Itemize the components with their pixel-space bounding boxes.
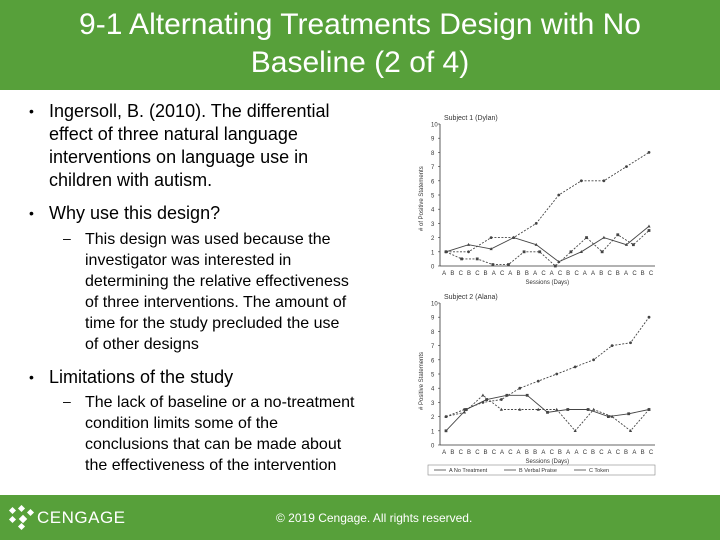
x-tick-label: C	[541, 271, 546, 277]
x-tick-label: B	[640, 271, 645, 277]
x-tick-label: C	[582, 450, 588, 456]
x-tick-label: A	[549, 271, 554, 277]
data-point	[467, 243, 470, 246]
bullet-line: time for the study precluded the use	[85, 315, 340, 332]
x-tick-label: A	[541, 450, 546, 456]
data-point	[607, 415, 610, 418]
bullet-line: of three interventions. The amount of	[85, 294, 347, 311]
title-line-2: Baseline (2 of 4)	[250, 46, 470, 79]
sub-bullet-why-answer	[85, 229, 349, 355]
data-point	[587, 408, 590, 411]
bullet-line: Limitations of the study	[49, 367, 234, 387]
x-tick-label: A	[566, 450, 571, 456]
data-point	[526, 394, 529, 397]
bullet-dot: •	[29, 205, 34, 221]
x-tick-label: B	[516, 271, 521, 277]
data-point	[648, 151, 651, 154]
bullet-line: interventions on language use in	[49, 147, 309, 167]
y-axis-label: # of Positive Statements	[419, 166, 425, 231]
x-tick-label: A	[442, 271, 447, 277]
x-tick-label: C	[491, 450, 497, 456]
data-point	[460, 258, 463, 261]
x-tick-label: B	[640, 450, 645, 456]
data-point	[557, 194, 560, 197]
data-point	[601, 250, 604, 253]
y-tick-label: 7	[431, 344, 435, 351]
x-axis-label: Sessions (Days)	[525, 280, 570, 286]
data-point	[490, 236, 493, 239]
x-tick-label: C	[549, 450, 554, 456]
data-point	[535, 222, 538, 225]
bullet-list	[0, 0, 400, 480]
x-tick-label: C	[648, 450, 654, 456]
data-point	[481, 394, 484, 397]
data-point	[491, 263, 494, 266]
data-point	[592, 408, 595, 411]
data-point	[555, 408, 558, 411]
data-point	[647, 224, 650, 227]
series-line	[446, 226, 649, 262]
data-point	[648, 229, 651, 232]
chart-title: Subject 2 (Alana)	[444, 294, 498, 301]
data-point	[566, 408, 569, 411]
data-point	[507, 263, 510, 266]
footer-bar	[0, 495, 720, 540]
series-line	[446, 317, 649, 416]
data-point	[445, 429, 448, 432]
data-point	[627, 412, 630, 415]
data-point	[570, 250, 573, 253]
x-tick-label: A	[632, 450, 637, 456]
x-tick-label: C	[508, 450, 513, 456]
x-tick-label: B	[533, 450, 538, 456]
y-tick-label: 0	[431, 443, 435, 450]
x-tick-label: C	[599, 450, 604, 456]
x-tick-label: B	[557, 450, 562, 456]
data-point	[467, 250, 470, 253]
title-line-1: 9-1 Alternating Treatments Design with No	[79, 8, 641, 41]
data-point	[611, 344, 614, 347]
data-point	[574, 366, 577, 369]
data-point	[523, 250, 526, 253]
bullet-line: the effectiveness of the intervention	[85, 457, 337, 474]
data-point	[629, 341, 632, 344]
y-tick-label: 8	[431, 150, 435, 157]
x-tick-label: A	[607, 450, 612, 456]
y-tick-label: 6	[431, 358, 435, 365]
data-point	[500, 398, 503, 401]
legend-item: B Verbal Praise	[519, 468, 557, 474]
x-tick-label: B	[466, 271, 471, 277]
series-line	[446, 152, 649, 251]
data-point	[648, 316, 651, 319]
data-point	[592, 358, 595, 361]
figure-charts	[398, 110, 663, 482]
data-point	[555, 373, 558, 376]
bullet-line: Why use this design?	[49, 203, 221, 223]
x-tick-label: A	[508, 271, 513, 277]
bullet-line: This design was used because the	[85, 231, 331, 248]
data-point	[546, 411, 549, 414]
data-point	[625, 165, 628, 168]
sub-bullet-dash: –	[63, 393, 71, 409]
data-point	[518, 387, 521, 390]
bullet-line: determining the relative effectiveness	[85, 273, 349, 290]
x-tick-label: B	[599, 271, 604, 277]
x-tick-label: B	[566, 271, 571, 277]
x-tick-label: C	[475, 450, 480, 456]
x-tick-label: C	[458, 450, 464, 456]
x-tick-label: C	[607, 271, 612, 277]
bullet-line: investigator was interested in	[85, 252, 292, 269]
data-point	[538, 250, 541, 253]
x-tick-label: A	[590, 271, 595, 277]
y-tick-label: 7	[431, 165, 435, 172]
data-point	[632, 243, 635, 246]
x-tick-label: A	[582, 271, 587, 277]
sub-bullet-dash: –	[63, 230, 71, 246]
bullet-line: The lack of baseline or a no-treatment	[85, 394, 355, 411]
bullet-dot: •	[29, 103, 34, 119]
y-tick-label: 8	[431, 329, 435, 336]
bullet-line: children with autism.	[49, 170, 213, 190]
x-tick-label: C	[632, 271, 637, 277]
y-tick-label: 2	[431, 236, 435, 243]
x-tick-label: A	[574, 450, 579, 456]
y-tick-label: 4	[431, 207, 435, 214]
x-tick-label: B	[483, 450, 488, 456]
y-tick-label: 10	[431, 122, 438, 129]
x-tick-label: C	[557, 271, 563, 277]
data-point	[602, 236, 605, 239]
y-tick-label: 9	[431, 136, 435, 143]
bullet-limitations	[49, 366, 233, 389]
y-tick-label: 5	[431, 193, 435, 200]
bullet-line: condition limits some of the	[85, 415, 278, 432]
chart-title: Subject 1 (Dylan)	[444, 115, 498, 122]
x-tick-label: A	[624, 271, 629, 277]
x-tick-label: A	[516, 450, 521, 456]
bullet-citation	[49, 100, 330, 192]
bullet-line: of other designs	[85, 336, 199, 353]
x-tick-label: B	[615, 271, 620, 277]
y-axis-label: # Positive Statements	[419, 351, 425, 410]
x-tick-label: A	[442, 450, 447, 456]
y-tick-label: 3	[431, 400, 435, 407]
data-point	[602, 179, 605, 182]
x-tick-label: A	[500, 450, 505, 456]
bullet-dot: •	[29, 369, 34, 385]
data-point	[585, 236, 588, 239]
x-tick-label: C	[500, 271, 505, 277]
legend-item: C Token	[589, 468, 610, 474]
data-point	[537, 380, 540, 383]
x-tick-label: C	[475, 271, 480, 277]
x-tick-label: C	[615, 450, 621, 456]
cengage-logo-icon	[8, 505, 36, 531]
data-point	[476, 258, 479, 261]
x-tick-label: B	[524, 271, 529, 277]
legend-item: A No Treatment	[449, 468, 488, 474]
x-tick-label: A	[491, 271, 496, 277]
y-tick-label: 4	[431, 386, 435, 393]
x-tick-label: C	[648, 271, 654, 277]
data-point	[574, 429, 577, 432]
x-tick-label: B	[450, 450, 455, 456]
bullet-line: Ingersoll, B. (2010). The differential	[49, 101, 330, 121]
y-tick-label: 5	[431, 372, 435, 379]
y-tick-label: 1	[431, 429, 435, 436]
x-tick-label: B	[524, 450, 529, 456]
y-tick-label: 0	[431, 264, 435, 271]
data-point	[616, 233, 619, 236]
x-tick-label: B	[483, 271, 488, 277]
data-point	[506, 394, 509, 397]
y-tick-label: 6	[431, 179, 435, 186]
bullet-line: conclusions that can be made about	[85, 436, 342, 453]
y-tick-label: 1	[431, 250, 435, 257]
study-figure	[398, 110, 663, 482]
x-tick-label: B	[624, 450, 629, 456]
data-point	[580, 179, 583, 182]
x-axis-label: Sessions (Days)	[525, 459, 570, 465]
x-tick-label: A	[533, 271, 538, 277]
bullet-why	[49, 202, 220, 225]
x-tick-label: B	[450, 271, 455, 277]
sub-bullet-limitations-answer	[85, 392, 354, 476]
x-tick-label: C	[574, 271, 579, 277]
x-tick-label: B	[590, 450, 595, 456]
y-tick-label: 2	[431, 415, 435, 422]
y-tick-label: 9	[431, 315, 435, 322]
data-point	[554, 265, 557, 268]
copyright-text: © 2019 Cengage. All rights reserved.	[276, 511, 473, 525]
y-tick-label: 3	[431, 221, 435, 228]
bullet-line: effect of three natural language	[49, 124, 298, 144]
y-tick-label: 10	[431, 301, 438, 308]
cengage-brand: CENGAGE	[37, 508, 126, 527]
x-tick-label: B	[466, 450, 471, 456]
x-tick-label: C	[458, 271, 464, 277]
